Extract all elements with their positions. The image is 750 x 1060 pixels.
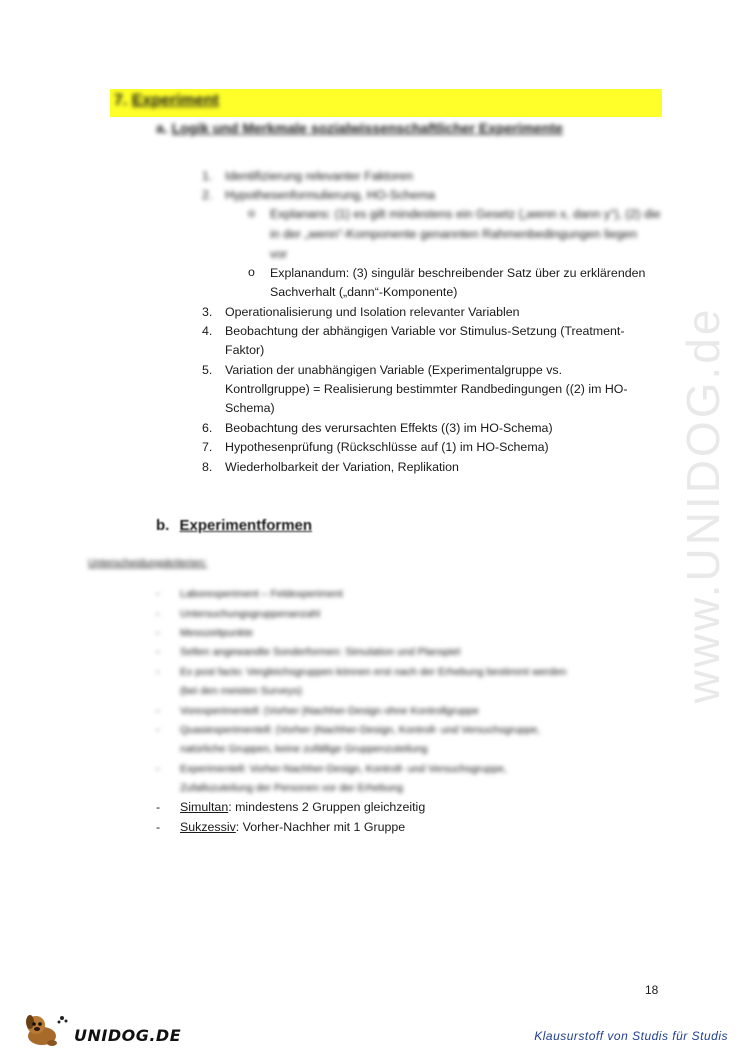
section-7-number: 7. bbox=[114, 92, 128, 109]
document-page: www.UNIDOG.de 7. Experiment a. Logik und Merkmale sozialwissenschaftlicher Experimente 1. Identifizierung relevanter Faktoren 2. Hypothesenformulierung, HO-Schema o Explanans: (1) es gilt mindestens ein Gesetz („wenn x, dann y“), (2) die in der „wenn“-Komponente genannten Rahmenbedingungen liegen vor o Explanandum: (3) singulär beschreibender Satz über zu erklärenden Sachverhalt („dann“-Komponente) 3. Operationalisierung und Isolation relevanter Variablen 4. Beobachtung der abhängigen Variable vor Stimulus-Setzung (Treatment- Faktor) 5. Variation der unabhängigen Variable (Experimentalgruppe vs. Kontrollgruppe) = Realisierung bestimmter Randbedingungen ((2) im HO- Schema) 6. Beobachtung des verursachten Effekts ((3) im HO-Schema) 7. Hypothesenprüfung (Rückschlüsse auf (1) im HO-Schema) 8. Wiederholbarkeit der Variation, Replikation b. Experimentformen Unterscheidungskriterien: - Laborexperiment – Feldexperiment - Untersuchungsgruppenanzahl - Messzeitpunkte - Selten angewandte Sonderformen: Simulation und Planspiel - Ex post facto: Vergleichsgruppen können erst nach der Erhebung bestimmt werden (bei den meisten Surveys) - Vorexperimentell: (Vorher-)Nachher-Design ohne Kontrollgruppe - Quasiexperimentell: (Vorher-)Nachher-Design, Kontroll- und Versuchsgruppe, natürliche Gruppen, keine zufällige Gruppenzuteilung - Experimentell: Vorher-Nachher-Design, Kontroll- und Versuchsgruppe, Zufallszuteilung der Personen vor der Erhebung - Simultan: mindestens 2 Gruppen gleichzeitig - Sukzessiv: Vorher-Nachher mit 1 Gruppe 18 UNIDOG.DE Klausurstoff von Studis für Studis bbox=[0, 0, 750, 1060]
list-text-line: Faktor) bbox=[225, 343, 265, 357]
page-number: 18 bbox=[645, 983, 659, 997]
bullet-circle: o bbox=[248, 206, 255, 220]
section-a-heading bbox=[156, 120, 563, 136]
list-text-line: Kontrollgruppe) = Realisierung bestimmter Randbedingungen ((2) im HO- bbox=[225, 382, 628, 396]
list-text: Operationalisierung und Isolation relevanter Variablen bbox=[225, 305, 520, 319]
sub-item-line: Sachverhalt („dann“-Komponente) bbox=[270, 285, 458, 299]
term: Simultan bbox=[180, 800, 229, 814]
list-text: Hypothesenformulierung, HO-Schema bbox=[225, 188, 436, 202]
section-7-heading bbox=[114, 92, 219, 110]
sub-item-line: vor bbox=[270, 247, 288, 261]
bullet-circle: o bbox=[248, 265, 255, 279]
list-text: Hypothesenprüfung (Rückschlüsse auf (1) im HO-Schema) bbox=[225, 440, 549, 454]
list-item-1 bbox=[202, 167, 622, 186]
section-a-letter: a. bbox=[156, 120, 168, 136]
term: Sukzessiv bbox=[180, 820, 236, 834]
dog-mascot-icon bbox=[22, 1012, 70, 1048]
list-text-line: Variation der unabhängigen Variable (Experimentalgruppe vs. bbox=[225, 363, 563, 377]
term-definition: : Vorher-Nachher mit 1 Gruppe bbox=[235, 820, 406, 834]
list-text: Identifizierung relevanter Faktoren bbox=[225, 169, 414, 183]
list-number: 3. bbox=[202, 305, 213, 319]
watermark: www.UNIDOG.de bbox=[677, 306, 729, 704]
criteria-label: Unterscheidungskriterien: bbox=[88, 557, 208, 569]
section-7-title: Experiment bbox=[131, 92, 219, 109]
section-b-title: Experimentformen bbox=[179, 517, 313, 534]
list-text-line: Schema) bbox=[225, 401, 275, 415]
term-definition: : mindestens 2 Gruppen gleichzeitig bbox=[228, 800, 426, 814]
sub-item-line: in der „wenn“-Komponente genannten Rahmenbedingungen liegen bbox=[270, 227, 638, 241]
list-item-2 bbox=[202, 186, 622, 205]
list-text: Wiederholbarkeit der Variation, Replikation bbox=[225, 460, 459, 474]
list-number: 7. bbox=[202, 440, 213, 454]
list-number: 1. bbox=[202, 169, 213, 183]
unidog-logo bbox=[22, 1012, 182, 1048]
section-b-heading bbox=[156, 517, 312, 534]
list-number: 2. bbox=[202, 188, 213, 202]
list-number: 8. bbox=[202, 460, 213, 474]
logo-text: UNIDOG.DE bbox=[74, 1026, 182, 1045]
list-text-line: Beobachtung der abhängigen Variable vor Stimulus-Setzung (Treatment- bbox=[225, 324, 625, 338]
footer-tagline: Klausurstoff von Studis für Studis bbox=[534, 1029, 728, 1043]
section-b-letter: b. bbox=[156, 517, 170, 534]
section-a-title: Logik und Merkmale sozialwissenschaftlicher Experimente bbox=[171, 120, 563, 136]
dash-bullet: - bbox=[156, 800, 161, 814]
sub-item-line: Explanandum: (3) singulär beschreibender Satz über zu erklärenden bbox=[270, 266, 646, 280]
sub-item-line: Explanans: (1) es gilt mindestens ein Gesetz („wenn x, dann y“), (2) die bbox=[270, 207, 661, 221]
list-number: 4. bbox=[202, 324, 213, 338]
section-7-heading-highlight bbox=[110, 89, 662, 117]
list-text: Beobachtung des verursachten Effekts ((3) im HO-Schema) bbox=[225, 421, 553, 435]
list-number: 5. bbox=[202, 363, 213, 377]
dash-bullet: - bbox=[156, 820, 161, 834]
list-number: 6. bbox=[202, 421, 213, 435]
